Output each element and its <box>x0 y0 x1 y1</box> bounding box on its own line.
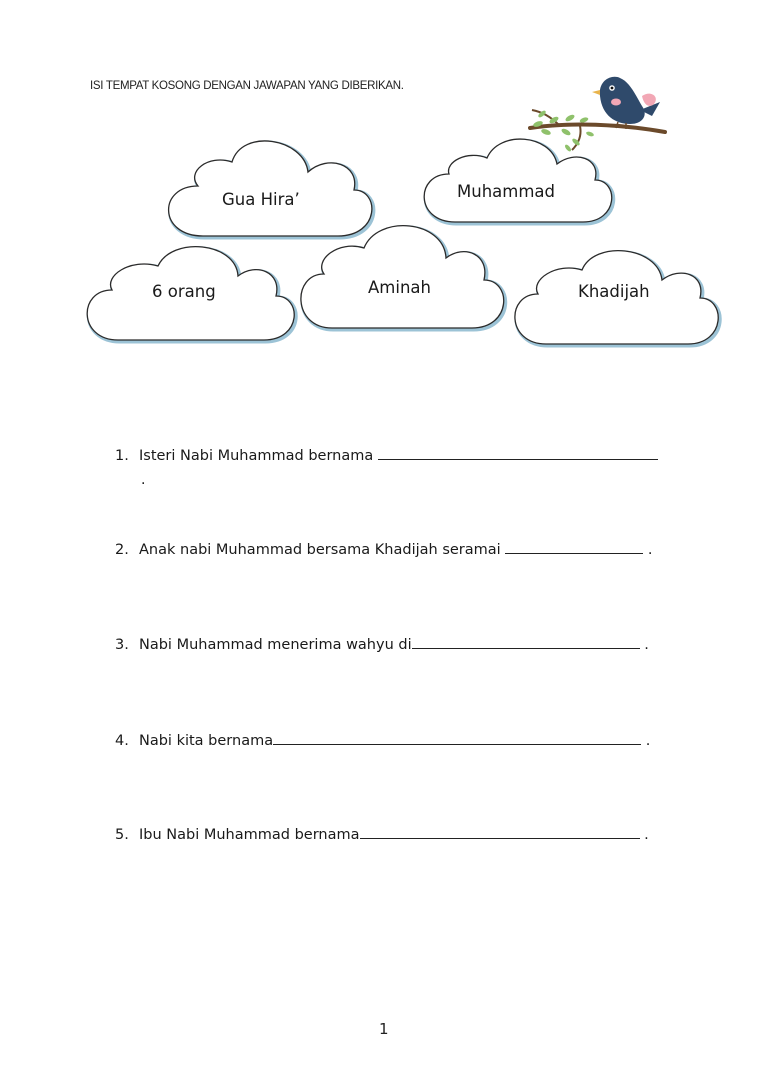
answer-blank[interactable] <box>412 634 640 649</box>
question-end: . <box>645 733 651 749</box>
cloud-shape <box>292 214 510 340</box>
answer-blank[interactable] <box>378 445 658 460</box>
answer-label: 6 orang <box>152 282 216 301</box>
question-number: 5. <box>115 827 129 843</box>
question-text: Anak nabi Muhammad bersama Khadijah seramai <box>139 542 501 558</box>
question-number: 1. <box>115 448 129 464</box>
instruction-text: ISI TEMPAT KOSONG DENGAN JAWAPAN YANG DIBERIKAN. <box>90 80 404 92</box>
question-end: . <box>644 637 649 653</box>
question-2 <box>115 539 653 558</box>
question-text: Isteri Nabi Muhammad bernama <box>139 448 374 464</box>
question-text: Ibu Nabi Muhammad bernama <box>139 827 360 843</box>
answer-blank[interactable] <box>273 730 641 745</box>
answer-blank[interactable] <box>505 539 643 554</box>
answer-label: Gua Hira’ <box>222 190 300 209</box>
answer-cloud-khadijah <box>506 240 724 352</box>
answer-label: Khadijah <box>578 282 650 301</box>
question-end: . <box>647 542 653 558</box>
answer-blank[interactable] <box>360 824 640 839</box>
answer-cloud-6-orang <box>78 236 300 350</box>
question-number: 3. <box>115 637 129 653</box>
question-1 <box>115 445 658 464</box>
question-3 <box>115 634 649 653</box>
question-5 <box>115 824 649 843</box>
answer-label: Aminah <box>368 278 431 297</box>
question-number: 4. <box>115 733 129 749</box>
question-4 <box>115 730 650 749</box>
answer-cloud-aminah <box>292 214 510 340</box>
question-number: 2. <box>115 542 129 558</box>
question-text: Nabi kita bernama <box>139 733 274 749</box>
page-number: 1 <box>379 1020 389 1038</box>
question-end: . <box>141 472 146 488</box>
question-text: Nabi Muhammad menerima wahyu di <box>139 637 412 653</box>
answer-label: Muhammad <box>457 182 555 201</box>
question-end: . <box>644 827 649 843</box>
